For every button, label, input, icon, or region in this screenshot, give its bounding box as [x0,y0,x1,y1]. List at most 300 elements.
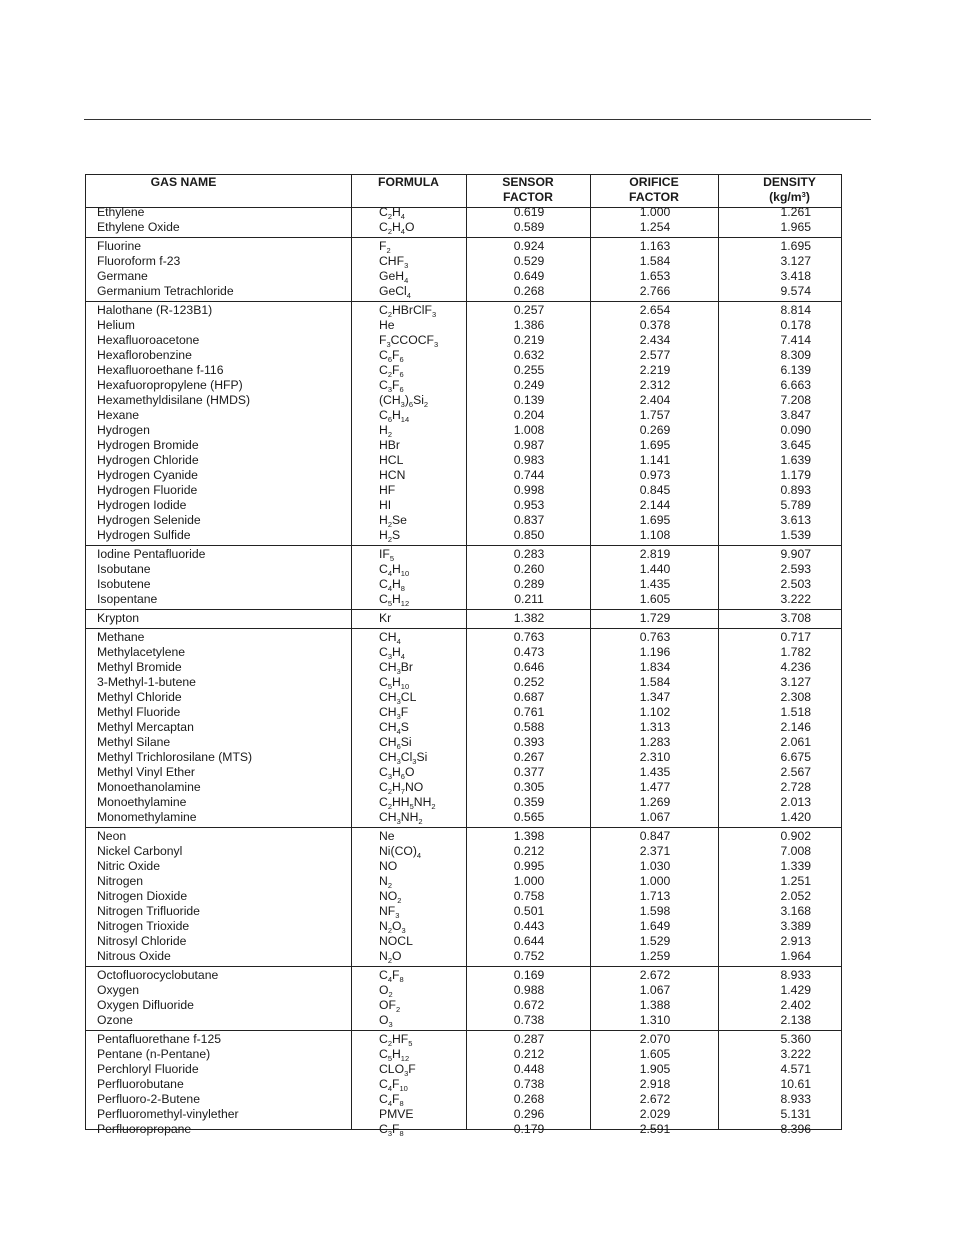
density: 6.675 [780,750,811,764]
orifice-factor: 0.973 [639,468,671,482]
gas-formula: $H_2S$ [379,528,401,544]
gas-name: 3-Methyl-1-butene [97,675,196,689]
header-gas-name: GAS NAME [150,175,217,189]
density: 2.503 [780,577,811,591]
sensor-factor: 0.744 [513,468,545,482]
table-row [86,810,841,825]
gas-formula: PMVE [379,1107,414,1121]
gas-formula: $C_4F_8$ [379,1092,404,1108]
header-density-line2: $(kg/m^3)$ [769,190,810,204]
sensor-factor: 0.738 [513,1077,545,1091]
table-row [86,735,841,750]
density: 1.429 [780,983,811,997]
header-orifice-factor [590,175,718,205]
gas-formula: GeH$_4$ [379,269,409,285]
gas-name: Methyl Silane [97,735,171,749]
gas-formula: $Ni(CO)_4$ [379,844,422,860]
orifice-factor: 1.254 [639,220,671,234]
orifice-factor: 0.847 [639,829,671,843]
table-row [86,1032,841,1047]
gas-formula: $C_5H_{10}$ [379,675,410,691]
orifice-factor: 1.649 [639,919,671,933]
sensor-factor: 0.988 [513,983,545,997]
table-row [86,611,841,626]
orifice-factor: 2.404 [639,393,671,407]
sensor-factor: 0.473 [513,645,545,659]
gas-formula: $H_2$ [379,423,392,439]
sensor-factor: 0.589 [513,220,545,234]
orifice-factor: 2.918 [639,1077,671,1091]
table-row [86,318,841,333]
orifice-factor: 2.371 [639,844,671,858]
gas-formula: HCL [379,453,404,467]
density: 1.518 [780,705,811,719]
orifice-factor: 1.713 [639,889,671,903]
gas-formula: $C_4F_8$ [379,968,404,984]
table-row [86,998,841,1013]
table-row [86,919,841,934]
sensor-factor: 0.644 [513,934,545,948]
gas-name: Nitrogen [97,874,144,888]
gas-formula: $H_2Se$ [379,513,407,529]
row-group [86,1032,841,1137]
sensor-factor: 0.252 [513,675,545,689]
orifice-factor: 1.259 [639,949,671,963]
table-row [86,239,841,254]
gas-name: Isobutene [97,577,151,591]
gas-formula: $C_3H_4$ [379,645,405,661]
orifice-factor: 1.000 [639,874,671,888]
table-row [86,1107,841,1122]
sensor-factor: 0.448 [513,1062,545,1076]
group-divider [86,966,841,967]
orifice-factor: 2.766 [639,284,671,298]
gas-formula: $C_4H_8$ [379,577,405,593]
sensor-factor: 0.649 [513,269,545,283]
row-group [86,547,841,607]
gas-formula: HI [379,498,392,512]
density: 2.061 [780,735,811,749]
gas-name: Nitrogen Trioxide [97,919,190,933]
orifice-factor: 1.605 [639,1047,671,1061]
gas-formula: $C_6F_6$ [379,348,404,364]
orifice-factor: 1.757 [639,408,671,422]
density: 2.593 [780,562,811,576]
gas-name: Nitrous Oxide [97,949,171,963]
table-row [86,765,841,780]
gas-name: Methylacetylene [97,645,186,659]
gas-formula: $C_2F_6$ [379,363,404,379]
gas-name: Hydrogen Iodide [97,498,187,512]
sensor-factor: 1.398 [513,829,545,843]
gas-name: Ethylene [97,205,145,219]
orifice-factor: 1.347 [639,690,671,704]
table-row [86,423,841,438]
gas-name: Perfluoropropane [97,1122,192,1136]
gas-formula: $IF_5$ [379,547,395,563]
gas-formula: NOCL [379,934,413,948]
density: 6.139 [780,363,811,377]
gas-name: Monoethanolamine [97,780,201,794]
sensor-factor: 0.211 [514,592,544,606]
orifice-factor: 1.834 [639,660,671,674]
gas-formula: $N_2$ [379,874,392,890]
table-row [86,284,841,299]
gas-formula: $C_2H_4$ [379,205,405,221]
gas-name: Oxygen [97,983,140,997]
gas-formula: $(CH_3)_6Si_2$ [379,393,429,409]
group-divider [86,237,841,238]
orifice-factor: 0.269 [639,423,671,437]
table-row [86,438,841,453]
density: 3.222 [780,1047,811,1061]
gas-formula: $C_2HF_5$ [379,1032,413,1048]
row-group [86,829,841,964]
density: 8.933 [780,1092,811,1106]
gas-formula: $CHF_3$ [379,254,409,270]
orifice-factor: 1.108 [639,528,671,542]
density: 9.574 [780,284,811,298]
sensor-factor: 0.850 [513,528,545,542]
sensor-factor: 0.393 [513,735,545,749]
gas-formula: $C_3H_6O$ [379,765,415,781]
gas-name: Nitrogen Trifluoride [97,904,200,918]
gas-name: Hexaflorobenzine [97,348,192,362]
table-row [86,528,841,543]
table-row [86,453,841,468]
orifice-factor: 1.695 [639,513,671,527]
table-row [86,1047,841,1062]
gas-formula: $CH_4S$ [379,720,409,736]
sensor-factor: 0.738 [513,1013,545,1027]
gas-formula: HCN [379,468,406,482]
sensor-factor: 0.646 [513,660,545,674]
density: 1.965 [780,220,811,234]
density: 3.847 [780,408,811,422]
orifice-factor: 2.434 [639,333,671,347]
gas-name: Hydrogen [97,423,150,437]
sensor-factor: 0.837 [513,513,545,527]
table-row [86,829,841,844]
orifice-factor: 1.584 [639,254,671,268]
top-rule [84,119,871,120]
gas-name: Hydrogen Selenide [97,513,201,527]
orifice-factor: 1.067 [639,810,671,824]
density: 2.728 [780,780,811,794]
gas-formula: $C_3F_8$ [379,1122,404,1138]
gas-name: Neon [97,829,127,843]
gas-formula: $C_2H_4O$ [379,220,415,236]
sensor-factor: 0.953 [513,498,545,512]
gas-name: Fluorine [97,239,142,253]
table-row [86,498,841,513]
table-row [86,889,841,904]
header-orifice-line1: ORIFICE [629,175,679,189]
table-row [86,690,841,705]
density: 1.261 [780,205,811,219]
sensor-factor: 0.998 [513,483,545,497]
density: 1.539 [780,528,811,542]
orifice-factor: 1.605 [639,592,671,606]
header-formula: FORMULA [378,175,439,189]
density: 3.127 [780,675,811,689]
sensor-factor: 0.995 [513,859,545,873]
table-row [86,269,841,284]
density: 2.402 [780,998,811,1012]
orifice-factor: 2.029 [639,1107,671,1121]
gas-name: Ozone [97,1013,133,1027]
sensor-factor: 0.212 [513,1047,545,1061]
group-divider [86,827,841,828]
gas-name: Methane [97,630,145,644]
sensor-factor: 0.752 [513,949,545,963]
sensor-factor: 0.139 [513,393,545,407]
orifice-factor: 2.310 [639,750,671,764]
gas-name: Methyl Mercaptan [97,720,194,734]
table-row [86,205,841,220]
gas-formula: $NO_2$ [379,889,402,905]
sensor-factor: 0.219 [513,333,545,347]
density: 2.138 [780,1013,811,1027]
density: 1.420 [780,810,811,824]
gas-formula: $CLO_3F$ [379,1062,416,1078]
gas-formula: $C_3F_6$ [379,378,404,394]
gas-formula: $C_5H_{12}$ [379,592,410,608]
gas-name: Nitrogen Dioxide [97,889,188,903]
table-row [86,660,841,675]
gas-formula: $OF_2$ [379,998,401,1014]
table-row [86,780,841,795]
gas-name: Pentafluorethane f-125 [97,1032,221,1046]
density: 5.789 [780,498,811,512]
density: 1.251 [780,874,811,888]
table-row [86,750,841,765]
row-group [86,239,841,299]
group-divider [86,301,841,302]
sensor-factor: 0.687 [513,690,545,704]
sensor-factor: 0.267 [513,750,545,764]
gas-formula: $O_2$ [379,983,393,999]
sensor-factor: 0.761 [513,705,545,719]
gas-name: Perchloryl Fluoride [97,1062,199,1076]
gas-formula: NO [379,859,398,873]
table-row [86,333,841,348]
orifice-factor: 1.163 [639,239,671,253]
header-sensor-line1: SENSOR [502,175,554,189]
orifice-factor: 2.591 [639,1122,671,1136]
table-row [86,348,841,363]
gas-name: Perfluoromethyl-vinylether [97,1107,239,1121]
gas-name: Octofluorocyclobutane [97,968,219,982]
table-row [86,675,841,690]
sensor-factor: 1.382 [513,611,545,625]
density: 0.090 [780,423,811,437]
sensor-factor: 0.305 [513,780,545,794]
density: 2.146 [780,720,811,734]
sensor-factor: 0.289 [513,577,545,591]
gas-formula: $C_4H_{10}$ [379,562,410,578]
header-sensor-factor [466,175,590,205]
sensor-factor: 1.386 [513,318,545,332]
sensor-factor: 0.619 [513,205,545,219]
density: 7.208 [780,393,811,407]
orifice-factor: 0.845 [639,483,671,497]
gas-formula: $C_2HBrClF_3$ [379,303,437,319]
density: 0.902 [780,829,811,843]
density: 2.052 [780,889,811,903]
density: 7.008 [780,844,811,858]
table-row [86,859,841,874]
sensor-factor: 0.672 [513,998,545,1012]
row-group [86,968,841,1028]
sensor-factor: 0.983 [513,453,545,467]
gas-formula: Ne [379,829,395,843]
orifice-factor: 1.102 [639,705,671,719]
gas-formula: $CH_3CL$ [379,690,417,706]
density: 2.013 [780,795,811,809]
table-row [86,1122,841,1137]
gas-formula: $CH_4$ [379,630,401,646]
gas-name: Halothane (R-123B1) [97,303,213,317]
gas-name: Hexafluoroethane f-116 [97,363,224,377]
gas-name: Methyl Vinyl Ether [97,765,195,779]
gas-name: Nitrosyl Chloride [97,934,187,948]
gas-formula: GeCl$_4$ [379,284,411,300]
gas-formula: $NF_3$ [379,904,400,920]
gas-name: Krypton [97,611,140,625]
sensor-factor: 0.501 [513,904,545,918]
orifice-factor: 1.283 [639,735,671,749]
density: 1.179 [780,468,811,482]
table-row [86,547,841,562]
table-row [86,363,841,378]
gas-name: Hexafluoroacetone [97,333,200,347]
gas-name: Perfluorobutane [97,1077,184,1091]
gas-name: Isopentane [97,592,158,606]
gas-formula: $CH_3F$ [379,705,409,721]
density: 1.695 [780,239,811,253]
orifice-factor: 1.030 [639,859,671,873]
gas-name: Helium [97,318,135,332]
gas-formula: $O_3$ [379,1013,393,1029]
gas-formula: $C_6H_{14}$ [379,408,410,424]
gas-name: Monoethylamine [97,795,187,809]
orifice-factor: 1.729 [639,611,671,625]
table-row [86,949,841,964]
sensor-factor: 1.008 [513,423,545,437]
density: 3.708 [780,611,811,625]
gas-name: Methyl Chloride [97,690,182,704]
density: 2.308 [780,690,811,704]
orifice-factor: 2.219 [639,363,671,377]
orifice-factor: 1.440 [639,562,671,576]
orifice-factor: 1.388 [639,998,671,1012]
orifice-factor: 1.141 [639,453,671,467]
table-row [86,254,841,269]
gas-name: Hydrogen Fluoride [97,483,198,497]
sensor-factor: 0.443 [513,919,545,933]
group-divider [86,628,841,629]
sensor-factor: 0.283 [513,547,545,561]
gas-name: Hexane [97,408,140,422]
table-row [86,468,841,483]
sensor-factor: 0.529 [513,254,545,268]
gas-name: Pentane (n-Pentane) [97,1047,211,1061]
gas-formula: $CH_3Br$ [379,660,413,676]
density: 4.236 [780,660,811,674]
sensor-factor: 0.249 [513,378,545,392]
gas-name: Hexafuoropropylene (HFP) [97,378,243,392]
table-row [86,1062,841,1077]
density: 0.178 [780,318,811,332]
header-density-line1: DENSITY [763,175,816,189]
density: 3.168 [780,904,811,918]
table-row [86,592,841,607]
table-row [86,630,841,645]
gas-name: Methyl Trichlorosilane (MTS) [97,750,253,764]
gas-formula: $F_3CCOCF_3$ [379,333,439,349]
gas-formula: $N_2O_3$ [379,919,406,935]
sensor-factor: 0.758 [513,889,545,903]
orifice-factor: 1.584 [639,675,671,689]
gas-name: Germane [97,269,148,283]
header-orifice-line2: FACTOR [629,190,679,204]
density: 5.360 [780,1032,811,1046]
table-row [86,562,841,577]
density: 1.339 [780,859,811,873]
header-sensor-line2: FACTOR [503,190,553,204]
gas-name: Nickel Carbonyl [97,844,183,858]
density: 10.61 [780,1077,811,1091]
sensor-factor: 0.179 [513,1122,545,1136]
orifice-factor: 1.905 [639,1062,671,1076]
sensor-factor: 0.924 [513,239,545,253]
gas-name: Hydrogen Sulfide [97,528,191,542]
table-row [86,705,841,720]
orifice-factor: 1.653 [639,269,671,283]
gas-formula: Kr [379,611,392,625]
density: 2.567 [780,765,811,779]
density: 8.933 [780,968,811,982]
gas-formula: HBr [379,438,400,452]
gas-formula: $C_2H_7NO$ [379,780,424,796]
orifice-factor: 1.695 [639,438,671,452]
density: 0.893 [780,483,811,497]
gas-formula: $F_2$ [379,239,391,255]
orifice-factor: 0.378 [639,318,671,332]
density: 8.309 [780,348,811,362]
row-group [86,205,841,235]
gas-table [85,174,842,1138]
sensor-factor: 0.257 [513,303,545,317]
density: 4.571 [780,1062,811,1076]
row-group [86,630,841,825]
sensor-factor: 0.255 [513,363,545,377]
sensor-factor: 0.763 [513,630,545,644]
table-row [86,1092,841,1107]
orifice-factor: 2.654 [639,303,671,317]
gas-formula: $C_4F_{10}$ [379,1077,408,1093]
table-row [86,577,841,592]
table-row [86,303,841,318]
orifice-factor: 1.269 [639,795,671,809]
sensor-factor: 0.565 [513,810,545,824]
orifice-factor: 1.435 [639,765,671,779]
table-row [86,393,841,408]
orifice-factor: 1.067 [639,983,671,997]
gas-name: Isobutane [97,562,151,576]
gas-formula: HF [379,483,396,497]
